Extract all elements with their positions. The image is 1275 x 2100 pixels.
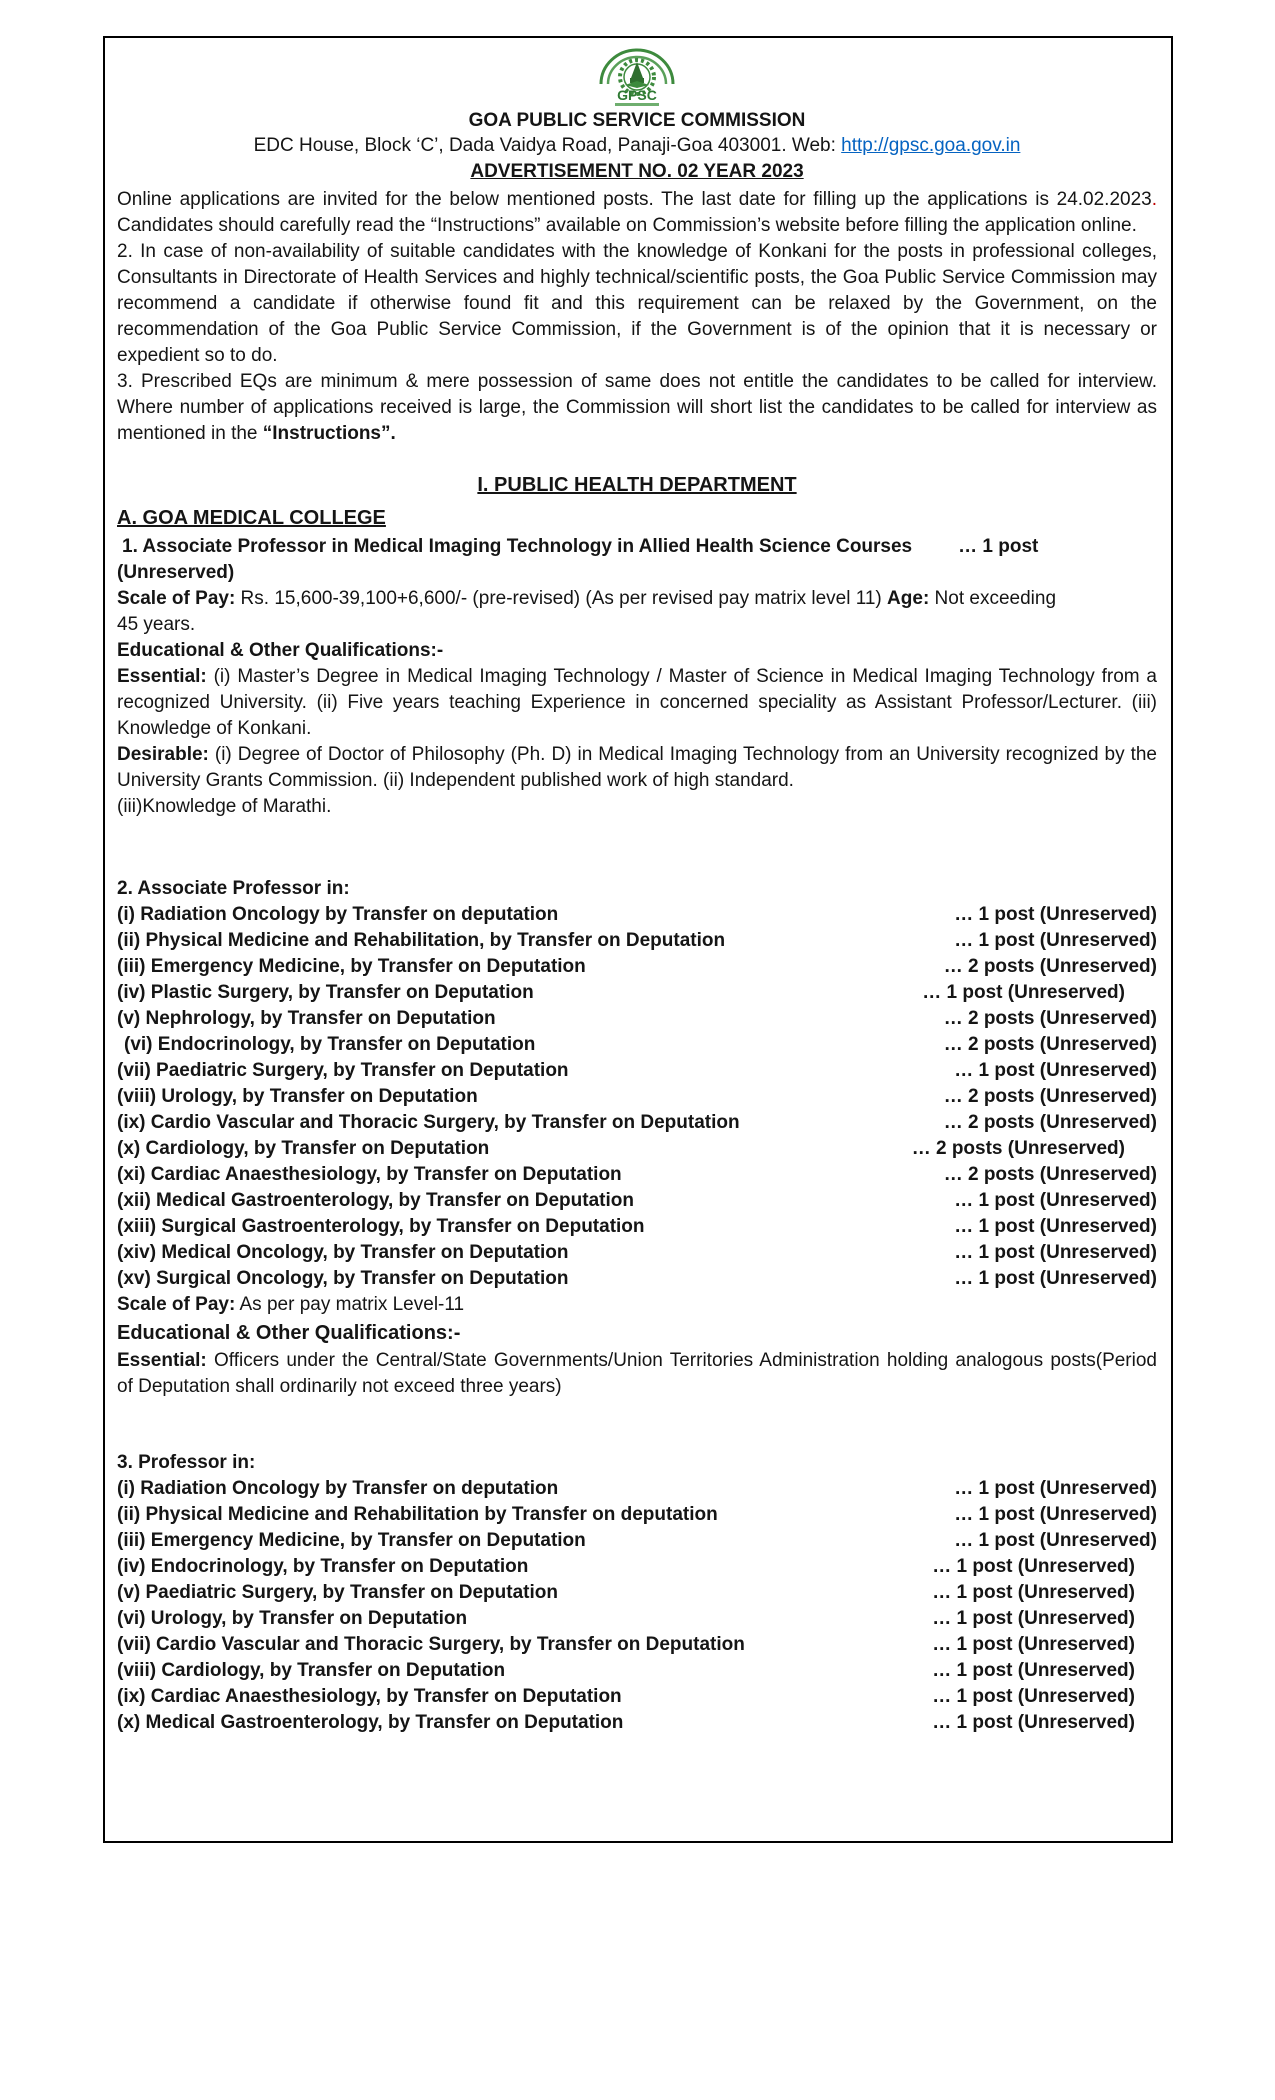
post1-desirable-line3: (iii)Knowledge of Marathi. [117, 796, 332, 817]
instructions-bold: “Instructions”. [262, 423, 396, 444]
post-count: … 2 posts (Unreserved) [911, 1138, 1125, 1159]
post-label: (iv) Plastic Surgery, by Transfer on Deputation [117, 982, 534, 1003]
post-count: … 2 posts (Unreserved) [943, 1008, 1157, 1029]
post1-qualifications-heading: Educational & Other Qualifications:- [117, 640, 444, 661]
post-row [117, 1606, 1157, 1632]
post-row [117, 1084, 1157, 1110]
scale-of-pay-label: Scale of Pay: [117, 588, 236, 609]
date-period: . [1151, 189, 1157, 210]
post-count: … 1 post (Unreserved) [954, 1190, 1157, 1211]
post-row [117, 1580, 1157, 1606]
post-label: (vi) Urology, by Transfer on Deputation [117, 1608, 468, 1629]
post1-scale-of-pay-line [117, 586, 1157, 612]
post1-title-line [117, 534, 1157, 560]
post-label: (iii) Emergency Medicine, by Transfer on Deputation [117, 956, 586, 977]
post-label: (xiii) Surgical Gastroenterology, by Transfer on Deputation [117, 1216, 645, 1237]
post-row [117, 1214, 1157, 1240]
post-row [117, 1658, 1157, 1684]
intro-p1-text: Online applications are invited for the below mentioned posts. The last date for filling up the applications is [117, 189, 1057, 210]
post-label: (v) Paediatric Surgery, by Transfer on Deputation [117, 1582, 558, 1603]
intro-p1-rest: Candidates should carefully read the “Instructions” available on Commission’s website before filling the application online. [117, 215, 1137, 236]
intro-paragraph-2: 2. In case of non-availability of suitable candidates with the knowledge of Konkani for the posts in professional colleges, Consultants in Directorate of Health Services and highly technical/scientific posts, the Goa Public Service Commission may recommend a candidate if otherwise found fit and this requirement can be relaxed by the Government, on the recommendation of the Goa Public Service Commission, if the Government is of the opinion that it is necessary or expedient so to do. [117, 241, 1157, 366]
post-row [117, 1032, 1157, 1058]
age-value: Not exceeding [929, 588, 1057, 609]
post-label: (vii) Paediatric Surgery, by Transfer on Deputation [117, 1060, 569, 1081]
document-border-box [103, 36, 1173, 1843]
intro-paragraph-1 [117, 187, 1157, 239]
post-count: … 1 post (Unreserved) [954, 1060, 1157, 1081]
post-label: (ii) Physical Medicine and Rehabilitation by Transfer on deputation [117, 1504, 718, 1525]
post-row [117, 1632, 1157, 1658]
post-count: … 1 post (Unreserved) [922, 982, 1125, 1003]
post-label: (ix) Cardio Vascular and Thoracic Surgery, by Transfer on Deputation [117, 1112, 740, 1133]
post-label: (ix) Cardiac Anaesthesiology, by Transfer on Deputation [117, 1686, 622, 1707]
post-count: … 2 posts (Unreserved) [943, 956, 1157, 977]
post2-essential [117, 1348, 1157, 1400]
post1-essential [117, 664, 1157, 742]
post-row [117, 954, 1157, 980]
post-label: (i) Radiation Oncology by Transfer on deputation [117, 1478, 559, 1499]
post-label: (xv) Surgical Oncology, by Transfer on Deputation [117, 1268, 569, 1289]
post-row [117, 902, 1157, 928]
scale-of-pay-label: Scale of Pay: [117, 1294, 236, 1315]
post-count: … 1 post (Unreserved) [954, 930, 1157, 951]
post3-heading: 3. Professor in: [117, 1452, 256, 1473]
post-count: … 1 post (Unreserved) [932, 1556, 1135, 1577]
intro-p3-text: 3. Prescribed EQs are minimum & mere possession of same does not entitle the candidates to be called for interview. Where number of applications received is large, the Commission will short list the candidates to be called for interview as mentioned in the [117, 371, 1157, 444]
post-label: (xi) Cardiac Anaesthesiology, by Transfer on Deputation [117, 1164, 622, 1185]
gpsc-logo-icon [585, 44, 689, 108]
post-count: … 1 post (Unreserved) [954, 1242, 1157, 1263]
post-count: … 1 post (Unreserved) [932, 1582, 1135, 1603]
post-row [117, 1266, 1157, 1292]
website-link[interactable]: http://gpsc.goa.gov.in [841, 135, 1021, 156]
organization-name: GOA PUBLIC SERVICE COMMISSION [468, 110, 806, 131]
post1-count: … 1 post [958, 536, 1039, 557]
post-count: … 2 posts (Unreserved) [943, 1112, 1157, 1133]
post-count: … 1 post (Unreserved) [954, 1216, 1157, 1237]
age-label: Age: [887, 588, 930, 609]
post-label: (xiv) Medical Oncology, by Transfer on Deputation [117, 1242, 569, 1263]
post-label: (viii) Urology, by Transfer on Deputation [117, 1086, 478, 1107]
scale-of-pay-value: As per pay matrix Level-11 [235, 1294, 465, 1315]
post-count: … 1 post (Unreserved) [932, 1712, 1135, 1733]
last-date-value: 24.02.2023 [1056, 189, 1152, 210]
post-count: … 2 posts (Unreserved) [943, 1034, 1157, 1055]
post2-scale-of-pay [117, 1292, 1157, 1318]
desirable-label: Desirable: [117, 744, 209, 765]
post-count: … 1 post (Unreserved) [954, 904, 1157, 925]
post-count: … 1 post (Unreserved) [954, 1530, 1157, 1551]
post-count: … 2 posts (Unreserved) [943, 1164, 1157, 1185]
post-row [117, 928, 1157, 954]
post-label: (vi) Endocrinology, by Transfer on Deputation [124, 1034, 536, 1055]
essential-label: Essential: [117, 666, 207, 687]
post2-heading: 2. Associate Professor in: [117, 878, 350, 899]
post-count: … 1 post (Unreserved) [954, 1268, 1157, 1289]
post-row [117, 1554, 1157, 1580]
advertisement-title: ADVERTISEMENT NO. 02 YEAR 2023 [470, 161, 804, 182]
post-row [117, 1110, 1157, 1136]
post-row [117, 1710, 1157, 1736]
post-label: (i) Radiation Oncology by Transfer on deputation [117, 904, 559, 925]
post-label: (x) Medical Gastroenterology, by Transfer on Deputation [117, 1712, 624, 1733]
post-row [117, 1528, 1157, 1554]
desirable-text: (i) Degree of Doctor of Philosophy (Ph. D) in Medical Imaging Technology from an University recognized by the University Grants Commission. (ii) Independent published work of high standard. [117, 744, 1157, 791]
post1-reservation: (Unreserved) [117, 562, 235, 583]
post2-list [117, 902, 1157, 1292]
post-row [117, 1136, 1157, 1162]
post-label: (vii) Cardio Vascular and Thoracic Surgery, by Transfer on Deputation [117, 1634, 745, 1655]
essential-label: Essential: [117, 1350, 207, 1371]
address-line [117, 133, 1157, 159]
post-label: (x) Cardiology, by Transfer on Deputation [117, 1138, 490, 1159]
intro-paragraph-3 [117, 369, 1157, 447]
college-heading: A. GOA MEDICAL COLLEGE [117, 507, 386, 529]
post1-desirable [117, 742, 1157, 794]
post-row [117, 1188, 1157, 1214]
post-count: … 1 post (Unreserved) [932, 1686, 1135, 1707]
essential-text: Officers under the Central/State Governments/Union Territories Administration holding analogous posts(Period of Deputation shall ordinarily not exceed three years) [117, 1350, 1157, 1397]
post1-age-line2: 45 years. [117, 614, 196, 635]
post-label: (iv) Endocrinology, by Transfer on Deputation [117, 1556, 529, 1577]
post-row [117, 1006, 1157, 1032]
address-text: EDC House, Block ‘C’, Dada Vaidya Road, Panaji-Goa 403001. Web: [253, 135, 842, 156]
post-row [117, 1476, 1157, 1502]
post1-title: 1. Associate Professor in Medical Imaging Technology in Allied Health Science Courses [122, 536, 913, 557]
essential-text: (i) Master’s Degree in Medical Imaging Technology / Master of Science in Medical Imaging Technology from a recognized University. (ii) Five years teaching Experience in concerned speciality as Assistant Professor/Lecturer. (iii) Knowledge of Konkani. [117, 666, 1157, 739]
post-count: … 1 post (Unreserved) [932, 1608, 1135, 1629]
department-heading: I. PUBLIC HEALTH DEPARTMENT [477, 474, 797, 496]
post-row [117, 1162, 1157, 1188]
post-label: (viii) Cardiology, by Transfer on Deputation [117, 1660, 506, 1681]
post-count: … 2 posts (Unreserved) [943, 1086, 1157, 1107]
post-row [117, 1502, 1157, 1528]
header-logo-area [117, 44, 1157, 108]
post-label: (iii) Emergency Medicine, by Transfer on Deputation [117, 1530, 586, 1551]
post2-qualifications-heading: Educational & Other Qualifications:- [117, 1322, 461, 1344]
post-count: … 1 post (Unreserved) [954, 1504, 1157, 1525]
logo-monogram: GPSC [617, 87, 657, 103]
post-count: … 1 post (Unreserved) [932, 1634, 1135, 1655]
post-row [117, 1240, 1157, 1266]
post3-list [117, 1476, 1157, 1736]
post-row [117, 980, 1157, 1006]
post-label: (v) Nephrology, by Transfer on Deputation [117, 1008, 496, 1029]
post-label: (xii) Medical Gastroenterology, by Transfer on Deputation [117, 1190, 634, 1211]
post-count: … 1 post (Unreserved) [932, 1660, 1135, 1681]
post-label: (ii) Physical Medicine and Rehabilitation, by Transfer on Deputation [117, 930, 726, 951]
scale-of-pay-value: Rs. 15,600-39,100+6,600/- (pre-revised) (As per revised pay matrix level 11) [235, 588, 888, 609]
post-row [117, 1684, 1157, 1710]
post-count: … 1 post (Unreserved) [954, 1478, 1157, 1499]
post-row [117, 1058, 1157, 1084]
